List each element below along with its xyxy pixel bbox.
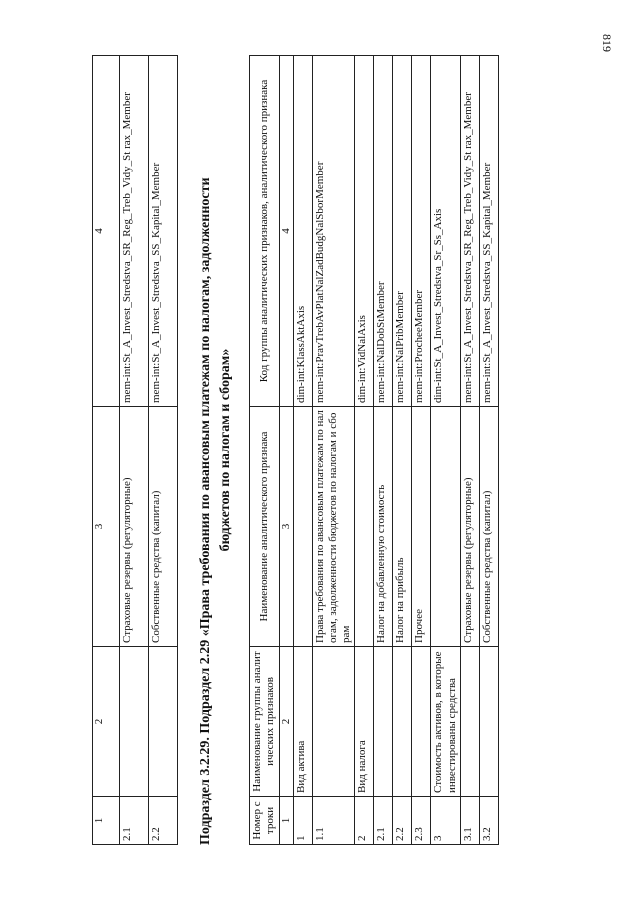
- attribute-code: mem-int:PravTrebAvPlatNalZadBudgNalSborMember: [312, 56, 355, 407]
- attribute-name: Прочее: [412, 407, 431, 647]
- row-number: 2.1: [120, 797, 149, 845]
- attribute-name: Страховые резервы (регуляторные): [460, 407, 479, 647]
- col-number: 3: [93, 407, 120, 647]
- attribute-name: Права требования по авансовым платежам по налогам, задолженности бюджетов по налогам и сборам: [312, 407, 355, 647]
- row-number: 1.1: [312, 797, 355, 845]
- header-row-number: Номер строки: [250, 797, 279, 845]
- header-row: [250, 56, 279, 845]
- group-name: [479, 647, 498, 797]
- group-name: Вид актива: [293, 647, 312, 797]
- table-row: [355, 56, 374, 845]
- group-name: [312, 647, 355, 797]
- attribute-code: dim-int:St_A_Invest_Stredstva_Sr_Ss_Axis: [431, 56, 460, 407]
- group-name: [374, 647, 393, 797]
- table-row: [393, 56, 412, 845]
- attribute-code: mem-int:St_A_Invest_Stredstva_SR_Reg_Treb_Vidy_St rax_Member: [120, 56, 149, 407]
- row-number: 2.3: [412, 797, 431, 845]
- table-row: [412, 56, 431, 845]
- attribute-code: mem-int:NalDobStMember: [374, 56, 393, 407]
- attribute-name: Страховые резервы (регуляторные): [120, 407, 149, 647]
- group-name: [460, 647, 479, 797]
- group-name: Вид налога: [355, 647, 374, 797]
- analytic-attributes-table: [249, 55, 499, 845]
- section-heading: [196, 55, 235, 845]
- attribute-name: [293, 407, 312, 647]
- table-row: [431, 56, 460, 845]
- row-number: 3.1: [460, 797, 479, 845]
- attribute-name: Собственные средства (капитал): [149, 407, 178, 647]
- col-number: 4: [93, 56, 120, 407]
- table-row: [479, 56, 498, 845]
- row-number: 2.1: [374, 797, 393, 845]
- heading-line-1: Подраздел 3.2.29. Подраздел 2.29 «Права требования по авансовым платежам по налогам, задолженности: [198, 177, 213, 845]
- table-continuation: [92, 55, 178, 845]
- col-number: 3: [279, 407, 293, 647]
- attribute-code: mem-int:St_A_Invest_Stredstva_SS_Kapital_Member: [149, 56, 178, 407]
- col-number: 2: [93, 647, 120, 797]
- group-name: [120, 647, 149, 797]
- row-number: 3.2: [479, 797, 498, 845]
- table-row: [460, 56, 479, 845]
- table-row: [149, 56, 178, 845]
- row-number: 2.2: [149, 797, 178, 845]
- column-number-row: [93, 56, 120, 845]
- attribute-name: [431, 407, 460, 647]
- header-code: Код группы аналитических признаков, аналитического признака: [250, 56, 279, 407]
- attribute-code: mem-int:ProcheeMember: [412, 56, 431, 407]
- attribute-code: mem-int:NalPribMember: [393, 56, 412, 407]
- table-row: [374, 56, 393, 845]
- attribute-name: Налог на добавленную стоимость: [374, 407, 393, 647]
- heading-line-2: бюджетов по налогам и сборам»: [217, 348, 233, 552]
- table-row: [312, 56, 355, 845]
- column-number-row: [279, 56, 293, 845]
- group-name: [149, 647, 178, 797]
- attribute-code: dim-int:VidNalAxis: [355, 56, 374, 407]
- col-number: 1: [279, 797, 293, 845]
- row-number: 2.2: [393, 797, 412, 845]
- attribute-name: Налог на прибыль: [393, 407, 412, 647]
- page-number: 819: [600, 34, 614, 52]
- attribute-code: dim-int:KlassAktAxis: [293, 56, 312, 407]
- rotated-page-content: [92, 55, 499, 845]
- group-name: [393, 647, 412, 797]
- row-number: 2: [355, 797, 374, 845]
- table-row: [120, 56, 149, 845]
- row-number: 3: [431, 797, 460, 845]
- col-number: 2: [279, 647, 293, 797]
- col-number: 1: [93, 797, 120, 845]
- attribute-code: mem-int:St_A_Invest_Stredstva_SS_Kapital_Member: [479, 56, 498, 407]
- attribute-name: Собственные средства (капитал): [479, 407, 498, 647]
- header-attribute-name: Наименование аналитического признака: [250, 407, 279, 647]
- group-name: [412, 647, 431, 797]
- attribute-name: [355, 407, 374, 647]
- row-number: 1: [293, 797, 312, 845]
- table-row: [293, 56, 312, 845]
- group-name: Стоимость активов, в которые инвестированы средства: [431, 647, 460, 797]
- header-group-name: Наименование группы аналитических признаков: [250, 647, 279, 797]
- col-number: 4: [279, 56, 293, 407]
- attribute-code: mem-int:St_A_Invest_Stredstva_SR_Reg_Treb_Vidy_St rax_Member: [460, 56, 479, 407]
